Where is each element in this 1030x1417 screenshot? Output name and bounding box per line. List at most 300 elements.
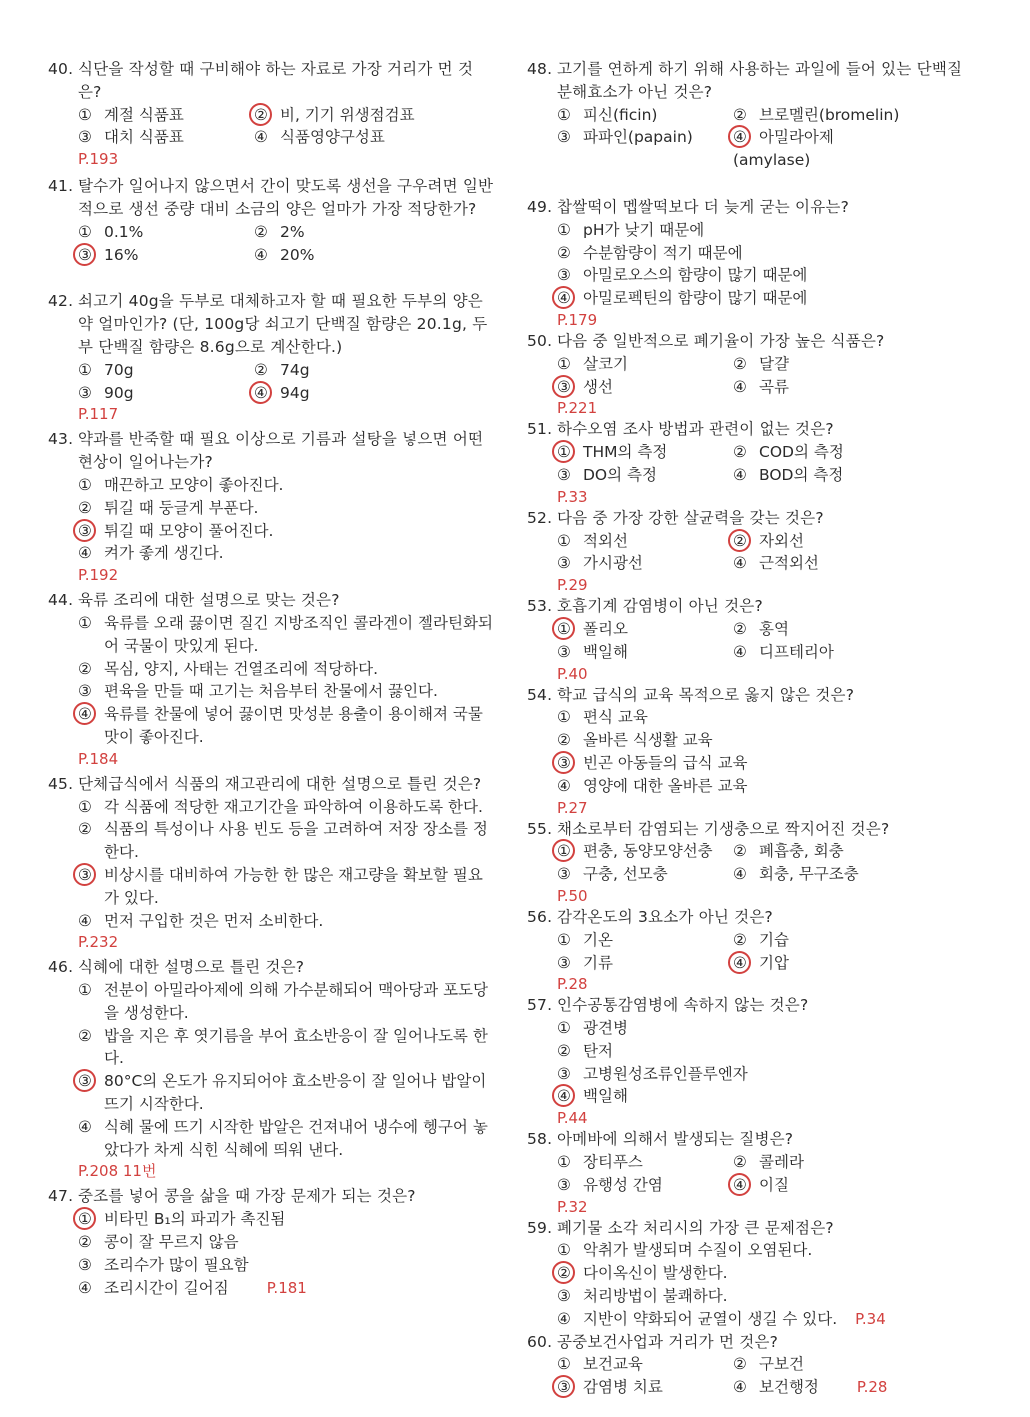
answer-option [48,703,494,749]
option-marker: ③ [78,864,104,887]
options-grid [527,840,972,886]
option-text: 편식 교육 [583,708,648,727]
question-55 [527,818,972,906]
question-stem [527,1217,972,1240]
question-stem [48,1185,494,1208]
option-text: 0.1% [104,222,144,241]
option-marker: ① [557,618,583,641]
option-text: 가시광선 [583,554,643,573]
option-text: 다이옥신이 발생한다. [583,1264,728,1283]
question-number: 44. [48,591,74,610]
option-text: THM의 측정 [583,443,668,462]
option-text: 폐흡충, 회충 [759,842,844,861]
question-number: 48. [527,60,553,78]
question-60 [527,1331,972,1399]
question-stem [48,956,494,979]
answer-option [254,244,430,267]
question-number: 54. [527,685,553,704]
option-text: 악취가 발생되며 수질이 오염된다. [583,1241,813,1260]
question-stem [48,290,494,358]
option-text: 살코기 [583,354,628,373]
options-grid [48,221,494,267]
option-text: 백일해 [583,642,628,661]
option-marker: ② [733,1153,747,1172]
option-text: 생선 [583,377,613,396]
answer-option [557,1151,733,1174]
answer-option [557,1174,733,1197]
option-text: 식품의 특성이나 사용 빈도 등을 고려하여 저장 장소를 정한다. [104,820,488,862]
option-text: BOD의 측정 [759,465,844,484]
option-marker: ③ [557,642,571,661]
option-marker: ④ [254,245,268,264]
option-text: 유행성 간염 [583,1175,663,1194]
question-text: 육류 조리에 대한 설명으로 맞는 것은? [78,591,340,610]
question-stem [48,58,494,104]
question-text: 감각온도의 3요소가 아닌 것은? [557,907,773,926]
option-marker: ④ [78,911,92,930]
option-marker: ③ [557,554,571,573]
answer-option [557,530,733,553]
question-number: 59. [527,1218,553,1237]
option-marker: ② [733,354,747,373]
option-marker: ③ [557,752,583,775]
answer-option [733,464,909,487]
question-text: 중조를 넣어 콩을 삶을 때 가장 문제가 되는 것은? [78,1187,416,1206]
answer-option [48,474,494,497]
option-marker: ① [557,220,571,239]
answer-option [254,221,430,244]
question-text: 다음 중 가장 강한 살균력을 갖는 것은? [557,508,824,527]
option-marker: ① [557,105,571,124]
page-reference: P.184 [78,749,119,768]
option-marker: ① [557,1019,571,1038]
option-text: 곡류 [759,377,789,396]
question-stem [527,1331,972,1354]
question-51 [527,418,972,506]
option-marker: ④ [733,865,747,884]
answer-option [48,1208,494,1231]
answer-option [557,104,733,127]
answer-option [733,441,909,464]
question-text: 폐기물 소각 처리시의 가장 큰 문제점은? [557,1218,834,1237]
question-48 [527,58,972,172]
answer-option [48,542,494,565]
option-marker: ④ [78,1278,92,1297]
option-marker: ③ [78,1255,92,1274]
option-text: 기압 [759,953,789,972]
option-marker: ① [78,475,92,494]
question-46 [48,956,494,1181]
answer-option [733,863,909,886]
option-text: 영양에 대한 올바른 교육 [583,776,748,795]
question-stem [527,507,972,530]
question-text: 채소로부터 감염되는 기생충으로 짝지어진 것은? [557,819,890,838]
options-grid [527,353,972,399]
answer-option [48,1070,494,1116]
option-marker: ② [733,105,747,124]
option-text: 구충, 선모충 [583,865,668,884]
page-reference: P.34 [855,1309,886,1328]
answer-option [733,530,909,553]
option-text: 브로멜린(bromelin) [759,105,900,124]
option-text: 비상시를 대비하여 가능한 한 많은 재고량을 확보할 필요가 있다. [104,865,483,907]
answer-option [733,353,909,376]
option-text: 70g [104,360,134,379]
question-stem [48,428,494,474]
option-text: 디프테리아 [759,642,834,661]
question-53 [527,595,972,683]
option-text: 2% [280,222,305,241]
option-marker: ② [254,360,268,379]
question-number: 60. [527,1332,553,1351]
question-number: 58. [527,1130,553,1149]
answer-option [557,863,733,886]
option-text: 계절 식품표 [104,105,184,124]
option-marker: ① [557,708,571,727]
page-reference: P.28 [557,975,588,994]
option-marker: ④ [733,1378,747,1397]
question-stem [527,595,972,618]
answer-option [527,264,972,287]
answer-option [733,552,909,575]
options-grid [527,618,972,664]
question-number: 41. [48,177,74,196]
left-column [48,58,494,1299]
page-reference: P.117 [78,405,119,424]
option-marker: ② [254,222,268,241]
right-column [527,58,972,1399]
option-marker: ④ [733,465,747,484]
answer-option [733,1151,909,1174]
question-number: 51. [527,420,553,439]
option-text: 74g [280,360,310,379]
options-grid [48,359,494,405]
option-marker: ② [557,1262,583,1285]
option-marker: ① [78,981,92,1000]
question-number: 55. [527,819,553,838]
question-number: 40. [48,60,74,78]
question-text: 하수오염 조사 방법과 관련이 없는 것은? [557,420,834,439]
option-marker: ① [557,1153,571,1172]
question-stem [527,418,972,441]
answer-option [48,1277,494,1300]
option-marker: ③ [557,1064,571,1083]
option-text: 보건행정 [759,1378,819,1397]
option-text: 목심, 양지, 사태는 건열조리에 적당하다. [104,659,379,678]
question-number: 42. [48,292,74,311]
question-58 [527,1128,972,1216]
option-marker: ② [78,498,92,517]
answer-option [527,1063,972,1086]
question-stem [527,684,972,707]
question-number: 47. [48,1187,74,1206]
option-marker: ④ [557,776,571,795]
answer-option [527,1085,972,1108]
option-text: 감염병 치료 [583,1378,663,1397]
option-marker: ① [557,930,571,949]
page-reference: P.29 [557,576,588,595]
option-marker: ② [78,820,92,839]
question-number: 49. [527,197,553,216]
question-text: 공중보건사업과 거리가 먼 것은? [557,1332,779,1351]
option-marker: ③ [557,1376,583,1399]
option-marker: ④ [733,642,747,661]
option-marker: ③ [78,1070,104,1093]
option-text: COD의 측정 [759,443,844,462]
question-stem [48,589,494,612]
page-reference: P.192 [78,566,119,585]
option-marker: ① [557,1241,571,1260]
answer-option [557,952,733,975]
page-reference: P.181 [266,1278,307,1297]
option-marker: ② [733,530,759,553]
option-text: 아밀로오스의 함량이 많기 때문에 [583,266,808,285]
answer-option [48,612,494,658]
question-number: 57. [527,996,553,1015]
answer-option [254,382,430,405]
option-marker: ③ [78,128,92,147]
option-text: 밥을 지은 후 엿기름을 부어 효소반응이 잘 일어나도록 한다. [104,1026,488,1068]
option-text: 콩이 잘 무르지 않음 [104,1233,239,1252]
page-reference: P.32 [557,1197,588,1216]
option-marker: ① [78,105,92,124]
answer-option [48,1254,494,1277]
page-reference: P.40 [557,664,588,683]
option-text: 94g [280,383,310,402]
question-57 [527,994,972,1128]
question-text: 약과를 반죽할 때 필요 이상으로 기름과 설탕을 넣으면 어떤 현상이 일어나는가? [78,430,484,472]
option-text: 조리시간이 길어짐 [104,1278,229,1297]
option-text: 먼저 구입한 것은 먼저 소비한다. [104,911,324,930]
option-marker: ② [733,443,747,462]
option-text: 매끈하고 모양이 좋아진다. [104,475,284,494]
option-text: pH가 낮기 때문에 [583,220,705,239]
option-marker: ④ [733,377,747,396]
answer-option [48,1116,494,1162]
answer-option [48,818,494,864]
option-marker: ② [557,243,571,262]
page-reference: P.221 [557,399,598,418]
option-text: 90g [104,383,134,402]
answer-option [48,1025,494,1071]
answer-option [733,929,909,952]
option-text: 80°C의 온도가 유지되어야 효소반응이 잘 일어나 밥알이 뜨기 시작한다. [104,1072,487,1114]
option-text: 육류를 찬물에 넣어 끓이면 맛성분 용출이 용이해져 국물 맛이 좋아진다. [104,705,483,746]
question-45 [48,773,494,953]
question-text: 학교 급식의 교육 목적으로 옳지 않은 것은? [557,685,855,704]
answer-option [733,1376,909,1399]
answer-option [48,864,494,910]
option-marker: ② [254,104,280,127]
option-marker: ① [557,354,571,373]
option-marker: ④ [78,703,104,726]
question-59 [527,1217,972,1331]
question-number: 52. [527,508,553,527]
answer-option [48,796,494,819]
option-text: 비, 기기 위생점검표 [280,105,415,124]
option-marker: ② [78,659,92,678]
question-number: 53. [527,597,553,616]
option-marker: ③ [557,465,571,484]
answer-option [733,840,909,863]
answer-option [527,752,972,775]
question-stem [527,1128,972,1151]
answer-option [733,1353,909,1376]
option-marker: ① [78,1208,104,1231]
option-text: 올바른 식생활 교육 [583,731,713,750]
option-marker: ② [733,842,747,861]
question-text: 다음 중 일반적으로 폐기율이 가장 높은 식품은? [557,331,885,350]
answer-option [78,359,254,382]
option-text: 편충, 동양모양선충 [583,842,713,861]
option-text: 비타민 B₁의 파괴가 촉진됨 [104,1210,286,1229]
question-40 [48,58,494,169]
question-52 [527,507,972,595]
option-text: 폴리오 [583,619,628,638]
answer-option [527,287,972,310]
question-stem [48,175,494,221]
answer-option [733,126,909,172]
option-text: 홍역 [759,619,789,638]
question-text: 호흡기계 감염병이 아닌 것은? [557,597,763,616]
options-grid [527,530,972,576]
option-text: 16% [104,245,139,264]
options-grid [527,1151,972,1197]
option-text: 편육을 만들 때 고기는 처음부터 찬물에서 끓인다. [104,682,438,701]
page-reference: P.193 [78,150,119,169]
answer-option [527,219,972,242]
question-number: 43. [48,430,74,449]
answer-option [733,104,909,127]
option-text: 튀길 때 둥글게 부푼다. [104,498,259,517]
answer-option [557,441,733,464]
answer-option [733,1174,909,1197]
answer-option [527,1017,972,1040]
option-text: 아밀로펙틴의 함량이 많기 때문에 [583,289,808,308]
question-stem [48,773,494,796]
answer-option [527,242,972,265]
options-grid [48,104,494,150]
question-text: 아메바에 의해서 발생되는 질병은? [557,1130,794,1149]
options-grid [527,441,972,487]
option-text: 보건교육 [583,1355,643,1374]
option-text: 튀길 때 모양이 풀어진다. [104,521,274,540]
option-text: 켜가 좋게 생긴다. [104,544,224,563]
option-marker: ④ [557,287,583,310]
answer-option [527,775,972,798]
option-text: DO의 측정 [583,465,657,484]
answer-option [527,706,972,729]
option-text: 백일해 [583,1087,628,1106]
option-marker: ① [78,222,92,241]
answer-option [78,382,254,405]
question-text: 쇠고기 40g을 두부로 대체하고자 할 때 필요한 두부의 양은 약 얼마인가? (단, 100g당 쇠고기 단백질 함량은 20.1g, 두부 단백질 함량은 8.6g으로 계산한다.) [78,292,488,356]
answer-option [254,359,430,382]
answer-option [527,1262,972,1285]
answer-option [557,929,733,952]
question-43 [48,428,494,585]
answer-option [254,126,430,149]
option-marker: ③ [557,376,583,399]
option-text: 육류를 오래 끓이면 질긴 지방조직인 콜라겐이 젤라틴화되어 국물이 맛있게 된다. [104,613,493,655]
question-number: 46. [48,958,74,977]
option-text: 아밀라아제(amylase) [733,128,834,170]
page-reference: P.179 [557,310,598,329]
option-marker: ① [78,360,92,379]
option-marker: ④ [78,1117,92,1136]
page-reference: P.232 [78,933,119,952]
option-marker: ④ [733,952,759,975]
option-marker: ④ [557,1309,571,1328]
question-text: 식혜에 대한 설명으로 틀린 것은? [78,958,305,977]
question-text: 탈수가 일어나지 않으면서 간이 맞도록 생선을 구우려면 일반적으로 생선 중량 대비 소금의 양은 얼마가 가장 적당한가? [78,177,494,218]
option-marker: ④ [733,126,759,149]
answer-option [78,104,254,127]
answer-option [48,497,494,520]
question-50 [527,330,972,418]
option-marker: ① [78,613,92,632]
option-text: 빈곤 아동들의 급식 교육 [583,753,748,772]
answer-option [48,979,494,1025]
answer-option [733,376,909,399]
option-marker: ② [557,731,571,750]
option-text: 구보건 [759,1355,804,1374]
question-stem [527,58,972,104]
answer-option [557,353,733,376]
option-text: 식혜 물에 뜨기 시작한 밥알은 건져내어 냉수에 헹구어 놓았다가 차게 식힌 식혜에 띄워 낸다. [104,1117,488,1159]
page-reference: P.50 [557,886,588,905]
page-reference: P.28 [856,1378,888,1397]
options-grid [527,1353,972,1399]
question-number: 50. [527,331,553,350]
answer-option [527,1285,972,1308]
option-marker: ④ [733,554,747,573]
question-44 [48,589,494,769]
option-text: 각 식품에 적당한 재고기간을 파악하여 이용하도록 한다. [104,797,483,816]
option-marker: ④ [254,128,268,147]
answer-option [48,520,494,543]
option-text: 콜레라 [759,1153,804,1172]
option-text: 수분함량이 적기 때문에 [583,243,743,262]
question-text: 단체급식에서 식품의 재고관리에 대한 설명으로 틀린 것은? [78,774,482,793]
question-stem [527,818,972,841]
answer-option [527,1239,972,1262]
option-marker: ② [733,619,747,638]
option-marker: ① [557,531,571,550]
option-marker: ③ [557,865,571,884]
option-marker: ② [557,1041,571,1060]
option-text: 탄저 [583,1041,613,1060]
option-text: 근적외선 [759,554,819,573]
option-text: 조리수가 많이 필요함 [104,1255,249,1274]
question-56 [527,906,972,994]
question-47 [48,1185,494,1299]
option-text: 기온 [583,930,613,949]
question-49 [527,196,972,330]
answer-option [557,840,733,863]
option-text: 적외선 [583,531,628,550]
answer-option [48,910,494,933]
answer-option [557,464,733,487]
answer-option [78,126,254,149]
option-marker: ② [733,930,747,949]
answer-option [733,618,909,641]
option-marker: ② [78,1233,92,1252]
option-marker: ③ [78,520,104,543]
answer-option [527,729,972,752]
option-marker: ③ [557,953,571,972]
question-text: 인수공통감염병에 속하지 않는 것은? [557,996,809,1015]
